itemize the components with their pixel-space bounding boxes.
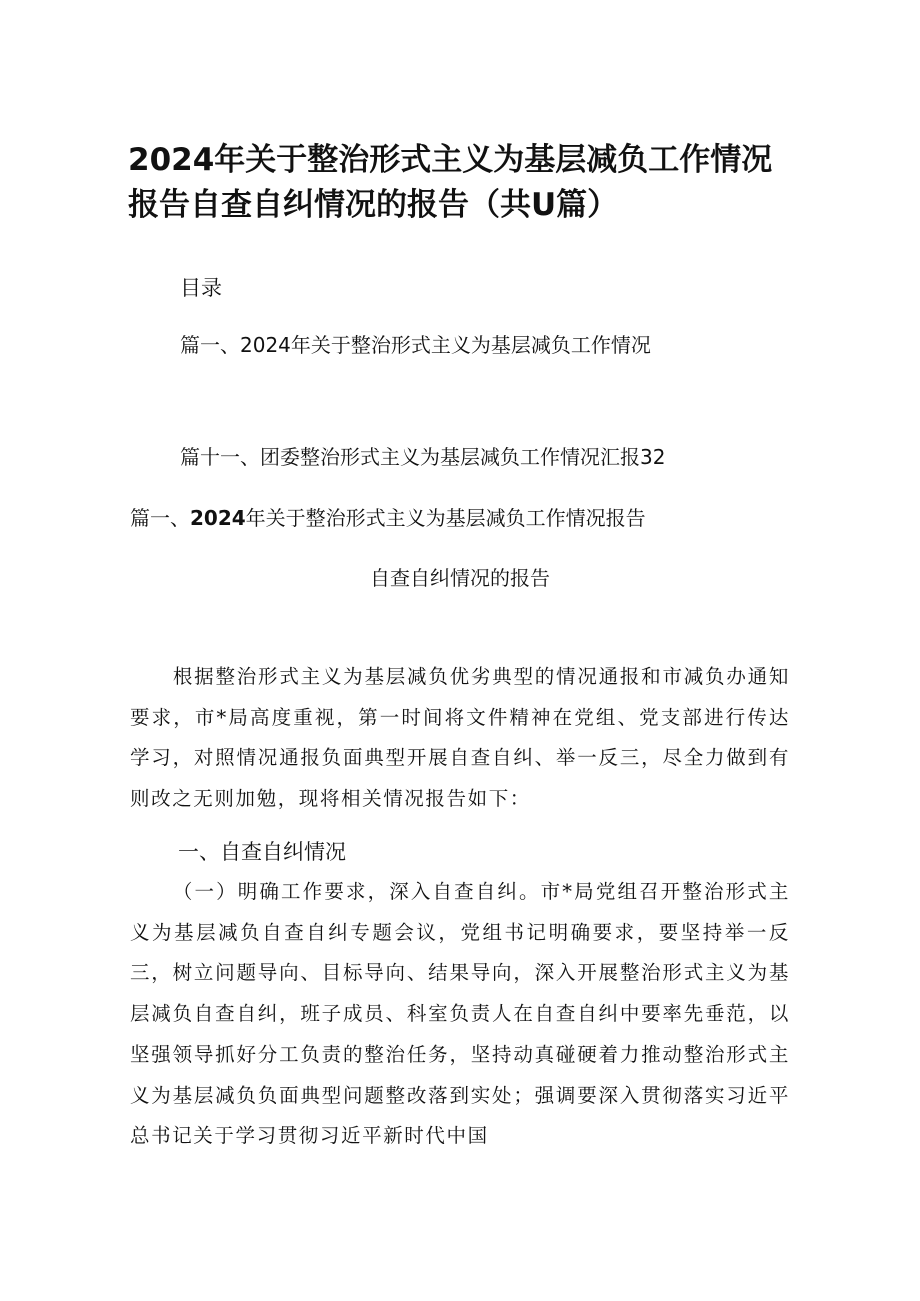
- body-paragraph-2: （一）明确工作要求，深入自查自纠。市*局党组召开整治形式主义为基层减负自查自纠专题会议，党组书记明确要求，要坚持举一反三，树立问题导向、目标导向、结果导向，深入开展整治形式主义为基层减负自查自纠，班子成员、科室负责人在自查自纠中要率先垂范，以坚强领导抓好分工负责的整治任务，坚持动真碰硬着力推动整治形式主义为基层减负负面典型问题整改落到实处；强调要深入贯彻落实习近平总书记关于学习贯彻习近平新时代中国: [130, 880, 790, 1148]
- section-heading-year: 2024: [190, 506, 246, 530]
- toc-item-11[interactable]: 篇十一、团委整治形式主义为基层减负工作情况汇报32: [180, 445, 666, 469]
- document-title: [128, 138, 808, 228]
- body-paragraph-1: 根据整治形式主义为基层减负优劣典型的情况通报和市减负办通知要求，市*局高度重视，第一时间将文件精神在党组、党支部进行传达学习，对照情况通报负面典型开展自查自纠、举一反三，尽全力做到有则改之无则加勉，现将相关情况报告如下：: [130, 665, 790, 811]
- document-title-line-2: 报告自查自纠情况的报告（共U篇）: [128, 187, 619, 223]
- document-title-line-1: 2024年关于整治形式主义为基层减负工作情况: [128, 142, 773, 178]
- section-subheading: 自查自纠情况的报告: [370, 566, 550, 590]
- toc-item-1[interactable]: 篇一、2024年关于整治形式主义为基层减负工作情况: [180, 333, 651, 357]
- section-heading-prefix: 篇一、: [130, 506, 190, 530]
- section-heading-rest: 年关于整治形式主义为基层减负工作情况报告: [245, 506, 646, 530]
- subsection-heading-1: 一、自查自纠情况: [178, 840, 346, 864]
- toc-heading: 目录: [180, 276, 222, 300]
- section-heading: [130, 503, 646, 533]
